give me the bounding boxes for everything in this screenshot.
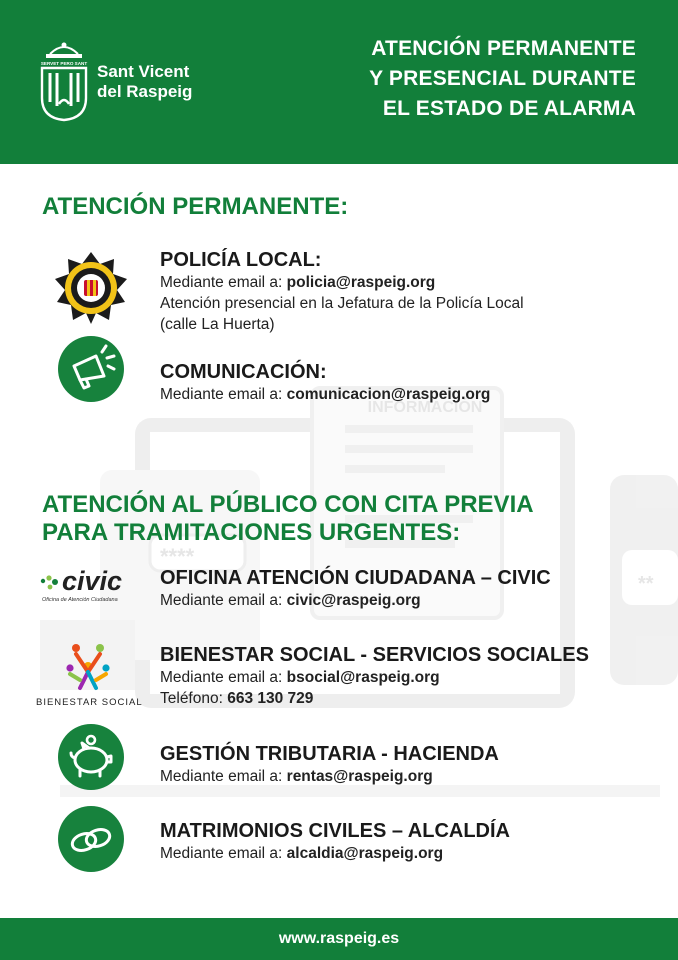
comunicacion-email-link[interactable]: comunicacion@raspeig.org	[286, 386, 491, 403]
entry-policia	[160, 248, 524, 335]
chat-mask: **	[638, 573, 654, 595]
matrimonios-email-line	[160, 843, 510, 864]
entry-tributaria	[160, 742, 499, 787]
town-crest-logo	[38, 40, 90, 122]
civic-email-line	[160, 590, 551, 611]
tributaria-email-link[interactable]: rentas@raspeig.org	[286, 768, 433, 785]
police-badge-icon	[53, 250, 129, 326]
info-label: INFORMACIÓN	[367, 399, 483, 416]
section-title-cita-line1: ATENCIÓN AL PÚBLICO CON CITA PREVIA	[42, 491, 534, 518]
bienestar-email-link[interactable]: bsocial@raspeig.org	[286, 669, 440, 686]
footer-bar	[0, 918, 678, 960]
bienestar-social-logo-icon	[62, 640, 114, 692]
bienestar-social-logo-label: BIENESTAR SOCIAL	[36, 697, 143, 708]
section-title-cita-previa	[42, 491, 534, 547]
civic-email-link[interactable]: civic@raspeig.org	[286, 592, 421, 609]
town-name	[97, 62, 192, 102]
civic-logo-subtitle: Oficina de Atención Ciudadana	[42, 597, 118, 603]
civic-logo	[36, 568, 140, 606]
town-name-line2: del Raspeig	[97, 82, 193, 101]
policia-email-link[interactable]: policia@raspeig.org	[286, 274, 436, 291]
tributaria-email-prefix: Mediante email a:	[160, 768, 287, 785]
header-title-line3: EL ESTADO DE ALARMA	[382, 97, 636, 120]
website-link[interactable]: www.raspeig.es	[278, 930, 400, 947]
bienestar-phone-line	[160, 688, 589, 709]
comunicacion-email-prefix: Mediante email a:	[160, 386, 287, 403]
entry-bienestar	[160, 643, 589, 709]
civic-email-prefix: Mediante email a:	[160, 592, 287, 609]
piggy-bank-icon	[58, 724, 124, 790]
bienestar-title: BIENESTAR SOCIAL - SERVICIOS SOCIALES	[160, 644, 589, 666]
logo-motto: SERVET PERO SANT	[40, 61, 88, 66]
megaphone-icon	[58, 336, 124, 402]
comunicacion-title: COMUNICACIÓN:	[160, 361, 327, 383]
header-banner	[0, 0, 678, 164]
section-title-cita-line2: PARA TRAMITACIONES URGENTES:	[42, 519, 461, 546]
civic-logo-word: civic	[62, 568, 123, 596]
matrimonios-title: MATRIMONIOS CIVILES – ALCALDÍA	[160, 820, 510, 842]
policia-line2: Atención presencial en la Jefatura de la Policía Local	[160, 295, 524, 312]
policia-email-line	[160, 272, 524, 293]
bienestar-email-prefix: Mediante email a:	[160, 669, 287, 686]
entry-civic	[160, 566, 551, 611]
comunicacion-email-line	[160, 384, 490, 405]
policia-email-prefix: Mediante email a:	[160, 274, 287, 291]
policia-title: POLICÍA LOCAL:	[160, 249, 322, 271]
header-title-line2: Y PRESENCIAL DURANTE	[369, 67, 636, 90]
tributaria-title: GESTIÓN TRIBUTARIA - HACIENDA	[160, 743, 499, 765]
header-title	[369, 34, 636, 124]
matrimonios-email-link[interactable]: alcaldia@raspeig.org	[286, 845, 444, 862]
tributaria-email-line	[160, 766, 499, 787]
civic-title: OFICINA ATENCIÓN CIUDADANA – CIVIC	[160, 567, 551, 589]
policia-line3: (calle La Huerta)	[160, 316, 275, 333]
bienestar-phone-prefix: Teléfono:	[160, 690, 228, 707]
section-title-permanent: ATENCIÓN PERMANENTE:	[42, 193, 349, 220]
wedding-rings-icon	[58, 806, 124, 872]
matrimonios-email-prefix: Mediante email a:	[160, 845, 287, 862]
bienestar-email-line	[160, 667, 589, 688]
password-mask: ****	[160, 544, 195, 569]
entry-matrimonios	[160, 819, 510, 864]
town-name-line1: Sant Vicent	[97, 62, 190, 81]
header-title-line1: ATENCIÓN PERMANENTE	[371, 37, 636, 60]
entry-comunicacion	[160, 360, 490, 405]
bienestar-phone-link[interactable]: 663 130 729	[227, 690, 314, 707]
